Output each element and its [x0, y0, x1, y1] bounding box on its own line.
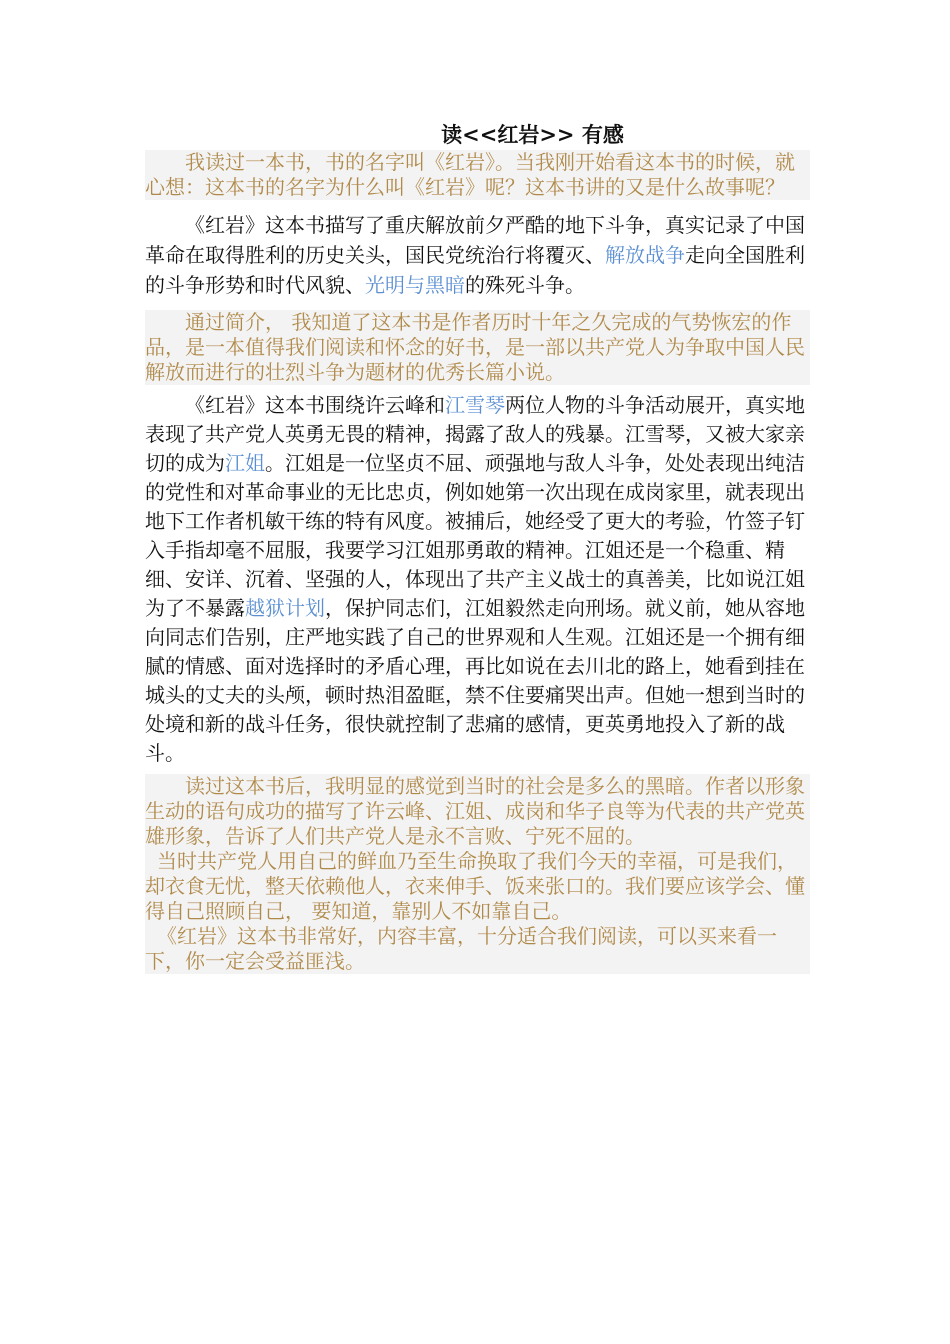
document-title: 读<<红岩>> 有感	[441, 122, 624, 147]
paragraph-summary	[145, 210, 810, 300]
link-light-and-dark[interactable]: 光明与黑暗	[365, 273, 465, 297]
characters-text-b: 两位人物的斗争活动展开，真实地表现了共产党人英勇无畏的精神，揭露了敌人的残暴。江雪琴，又被大家亲切的成为	[145, 393, 805, 475]
paragraph-intro: 我读过一本书，书的名字叫《红岩》。当我刚开始看这本书的时候，就心想：这本书的名字为什么叫《红岩》呢？这本书讲的又是什么故事呢？	[145, 150, 810, 200]
summary-text-c: 的殊死斗争。	[465, 273, 585, 297]
paragraph-lesson: 当时共产党人用自己的鲜血乃至生命换取了我们今天的幸福，可是我们，却衣食无忧，整天依赖他人，衣来伸手、饭来张口的。我们要应该学会、懂得自己照顾自己， 要知道，靠别人不如靠自己。	[145, 849, 810, 924]
document-page	[145, 120, 810, 974]
link-escape-plan[interactable]: 越狱计划	[245, 596, 325, 620]
link-jiang-xueqin[interactable]: 江雪琴	[445, 393, 505, 417]
link-liberation-war[interactable]: 解放战争	[605, 243, 685, 267]
paragraph-characters	[145, 391, 810, 768]
summary-text-b: 走向全国胜利的斗争形势和时代风貌、	[145, 243, 805, 297]
summary-text-a: 《红岩》这本书描写了重庆解放前夕严酷的地下斗争，真实记录了中国革命在取得胜利的历史关头，国民党统治行将覆灭、	[145, 213, 805, 267]
paragraph-introduction-note: 通过简介， 我知道了这本书是作者历时十年之久完成的气势恢宏的作品，是一本值得我们阅读和怀念的好书，是一部以共产党人为争取中国人民解放而进行的壮烈斗争为题材的优秀长篇小说。	[145, 310, 810, 385]
link-jiang-jie[interactable]: 江姐	[225, 451, 265, 475]
characters-text-a: 《红岩》这本书围绕许云峰和	[185, 393, 445, 417]
characters-text-c: 。江姐是一位坚贞不屈、顽强地与敌人斗争，处处表现出纯洁的党性和对革命事业的无比忠贞，例如她第一次出现在成岗家里，就表现出地下工作者机敏干练的特有风度。被捕后，她经受了更大的考验，竹签子钉入手指却毫不屈服，我要学习江姐那勇敢的精神。江姐还是一个稳重、精细、安详、沉着、坚强的人，体现出了共产主义战士的真善美，比如说江姐为了不暴露	[145, 451, 805, 620]
characters-text-d: ，保护同志们，江姐毅然走向刑场。就义前，她从容地向同志们告别，庄严地实践了自己的世界观和人生观。江姐还是一个拥有细腻的情感、面对选择时的矛盾心理，再比如说在去川北的路上，她看到挂在城头的丈夫的头颅，顿时热泪盈眶，禁不住要痛哭出声。但她一想到当时的处境和新的战斗任务，很快就控制了悲痛的感情，更英勇地投入了新的战斗。	[145, 596, 805, 765]
paragraph-recommendation: 《红岩》这本书非常好，内容丰富，十分适合我们阅读，可以买来看一下，你一定会受益匪浅。	[145, 924, 810, 974]
paragraph-reflection: 读过这本书后，我明显的感觉到当时的社会是多么的黑暗。作者以形象生动的语句成功的描写了许云峰、江姐、成岗和华子良等为代表的共产党英雄形象，告诉了人们共产党人是永不言败、宁死不屈的。	[145, 774, 810, 849]
